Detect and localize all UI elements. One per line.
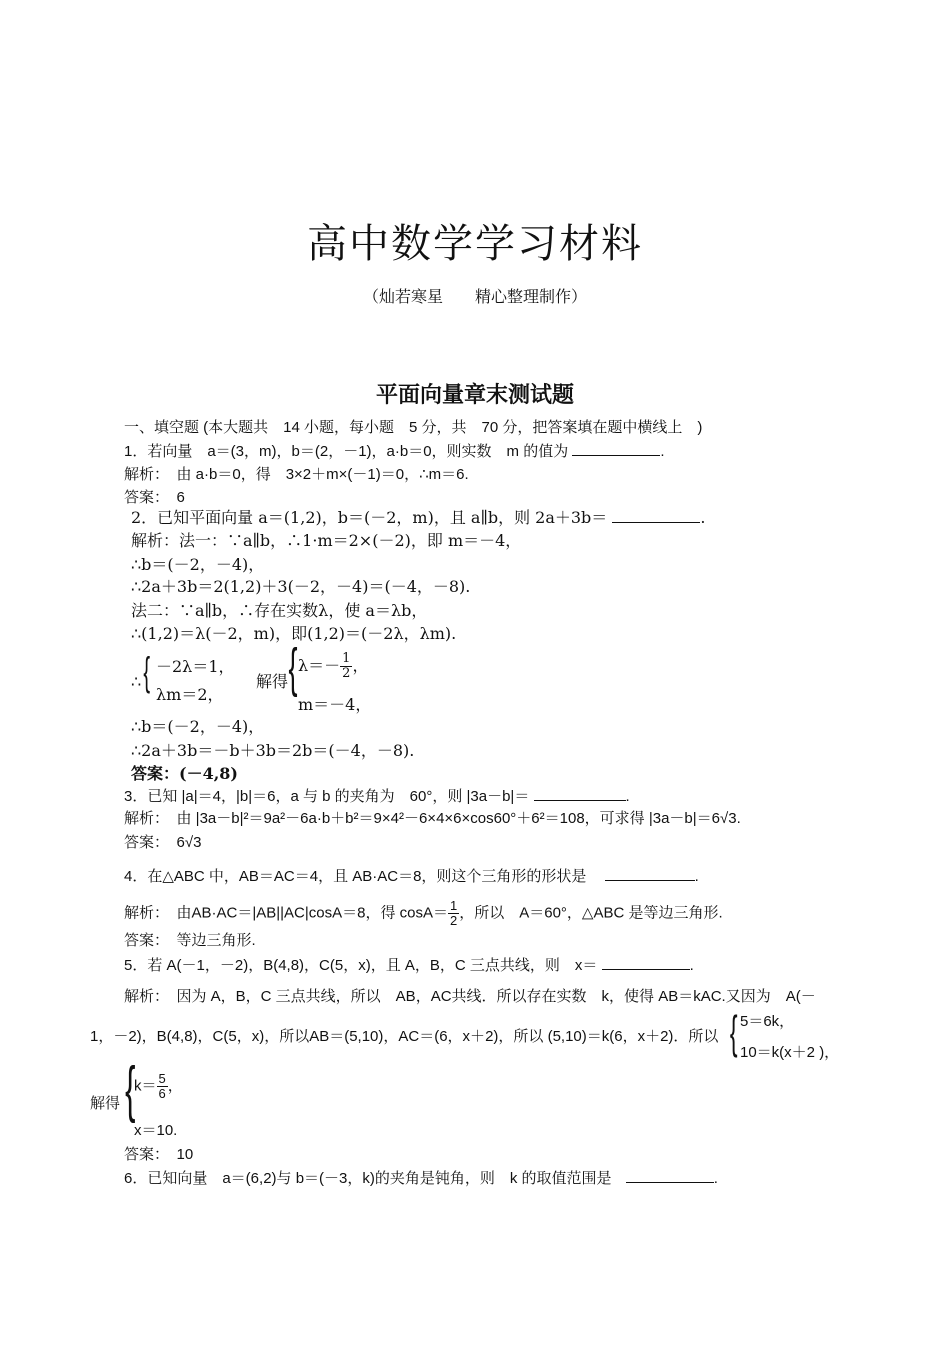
q3-question: 3．已知 |a|＝4，|b|＝6，a 与 b 的夹角为 60°，则 |3a－b|＝ . — [124, 788, 630, 805]
q1-question-text: 1．若向量 a＝(3，m)，b＝(2，－1)，a·b＝0，则实数 m 的值为 — [124, 443, 569, 460]
q2-analysis-line-6: ∴b＝(－2，－4)， — [131, 717, 265, 736]
q2-solve-label: 解得 — [256, 672, 289, 691]
q5-system-eq-1: 5＝6k， — [740, 1013, 795, 1030]
q2-system-eq-2: λm＝2， — [156, 685, 224, 704]
q6-question-text: 6．已知向量 a＝(6,2)与 b＝(－3，k)的夹角是钝角，则 k 的取值范围是 — [124, 1170, 612, 1187]
q5-system-brace: { — [729, 1006, 738, 1058]
q5-fraction — [157, 1072, 168, 1101]
q5-solution-k: k＝ $\frac{5}{6}$ ， — [134, 1071, 183, 1101]
section-header: 一、填空题 (本大题共 14 小题，每小题 5 分，共 70 分，把答案填在题中横线上 ) — [124, 419, 703, 436]
fraction-denominator: 2 — [342, 666, 351, 681]
q3-answer: 答案： 6√3 — [124, 834, 202, 851]
q1-analysis: 解析： 由 a·b＝0，得 3×2＋m×(－1)＝0，∴m＝6. — [124, 466, 469, 483]
q3-analysis: 解析： 由 |3a－b|²＝9a²－6a·b＋b²＝9×4²－6×4×6×cos60°＋6²＝108，可求得 |3a－b|＝6√3. — [124, 810, 741, 827]
q5-question: 5．若 A(－1，－2)，B(4,8)，C(5，x)，且 A，B，C 三点共线，则 x＝ . — [124, 957, 694, 974]
q4-analysis-text-b: ，所以 A＝60°，△ABC 是等边三角形. — [459, 904, 723, 922]
q4-question-text: 4．在△ABC 中，AB＝AC＝4，且 AB·AC＝8，则这个三角形的形状是 — [124, 868, 587, 885]
q5-solution-x: x＝10. — [134, 1122, 178, 1139]
q2-analysis-line-5: ∴(1,2)＝λ(－2，m)，即(1,2)＝(－2λ，λm). — [131, 624, 457, 643]
q5-analysis-line-2: 1，－2)，B(4,8)，C(5，x)，所以AB＝(5,10)，AC＝(6，x＋2)，所以 (5,10)＝k(6，x＋2)．所以 — [90, 1028, 719, 1045]
q5-analysis-line-1: 解析： 因为 A，B，C 三点共线，所以 AB，AC共线．所以存在实数 k，使得 AB＝kAC.又因为 A(－ — [124, 988, 816, 1005]
q4-answer: 答案： 等边三角形. — [124, 932, 256, 949]
q2-solution-lambda-lead: λ＝－ — [298, 656, 341, 675]
fraction-denominator: 6 — [158, 1086, 166, 1101]
q4-fraction — [448, 899, 459, 928]
q2-analysis-line-7: ∴2a＋3b＝－b＋3b＝2b＝(－4，－8). — [131, 741, 415, 760]
q2-solution-lambda: λ＝－ $\frac{1}{2}$ ， — [298, 651, 369, 681]
fraction-denominator: 2 — [449, 913, 458, 928]
q1-question: 1．若向量 a＝(3，m)，b＝(2，－1)，a·b＝0，则实数 m 的值为 . — [124, 443, 665, 460]
q2-system-eq-1: －2λ＝1， — [156, 657, 235, 676]
q1-answer-blank — [572, 441, 660, 456]
q5-solution-brace: { — [125, 1055, 136, 1124]
q2-analysis-line-3: ∴2a＋3b＝2(1,2)＋3(－2，－4)＝(－4，－8). — [131, 577, 471, 596]
q2-analysis-line-1: 解析：法一：∵a∥b，∴1·m＝2×(－2)，即 m＝－4， — [131, 531, 522, 550]
q4-answer-blank — [605, 866, 695, 881]
q6-question: 6．已知向量 a＝(6,2)与 b＝(－3，k)的夹角是钝角，则 k 的取值范围是 . — [124, 1170, 718, 1187]
therefore-symbol: ∴ — [131, 672, 142, 691]
fraction-numerator: 1 — [449, 898, 458, 913]
q2-analysis-line-4: 法二：∵a∥b，∴存在实数λ，使 a＝λb， — [131, 601, 428, 620]
q5-question-text: 5．若 A(－1，－2)，B(4,8)，C(5，x)，且 A，B，C 三点共线，则 x＝ — [124, 957, 598, 974]
q5-system-eq-2: 10＝k(x＋2 )， — [740, 1044, 840, 1061]
q2-analysis-line-2: ∴b＝(－2，－4)， — [131, 555, 265, 574]
q4-analysis-text-a: 解析： 由AB·AC＝|AB||AC|cosA＝8，得 cosA＝ — [124, 904, 448, 922]
q4-analysis — [124, 899, 723, 928]
page-subtitle: （灿若寒星 精心整理制作） — [362, 289, 587, 306]
q1-answer: 答案： 6 — [124, 489, 185, 506]
test-heading: 平面向量章末测试题 — [375, 383, 574, 408]
q6-answer-blank — [626, 1168, 714, 1183]
fraction-numerator: 1 — [342, 651, 351, 666]
q2-question: 2．已知平面向量 a＝(1,2)，b＝(－2，m)，且 a∥b，则 2a＋3b＝ . — [131, 508, 706, 527]
page-title: 高中数学学习材料 — [307, 221, 643, 267]
q2-solution-brace: { — [288, 638, 298, 698]
q5-answer-blank — [602, 955, 690, 970]
q5-solution-k-lead: k＝ — [134, 1077, 157, 1095]
q2-fraction — [340, 652, 352, 681]
q3-answer-blank — [534, 786, 626, 801]
q5-answer: 答案： 10 — [124, 1146, 194, 1163]
q5-solve-label: 解得 — [90, 1095, 121, 1112]
fraction-numerator: 5 — [158, 1071, 166, 1086]
q2-answer-blank — [612, 508, 700, 523]
q2-question-text: 2．已知平面向量 a＝(1,2)，b＝(－2，m)，且 a∥b，则 2a＋3b＝ — [131, 508, 608, 527]
q4-question: 4．在△ABC 中，AB＝AC＝4，且 AB·AC＝8，则这个三角形的形状是 . — [124, 868, 699, 885]
q2-answer: 答案：(－4,8) — [131, 764, 238, 783]
q3-question-text: 3．已知 |a|＝4，|b|＝6，a 与 b 的夹角为 60°，则 |3a－b|＝ — [124, 788, 530, 805]
q2-system-brace: { — [143, 650, 151, 694]
q2-solution-m: m＝－4， — [298, 695, 372, 714]
